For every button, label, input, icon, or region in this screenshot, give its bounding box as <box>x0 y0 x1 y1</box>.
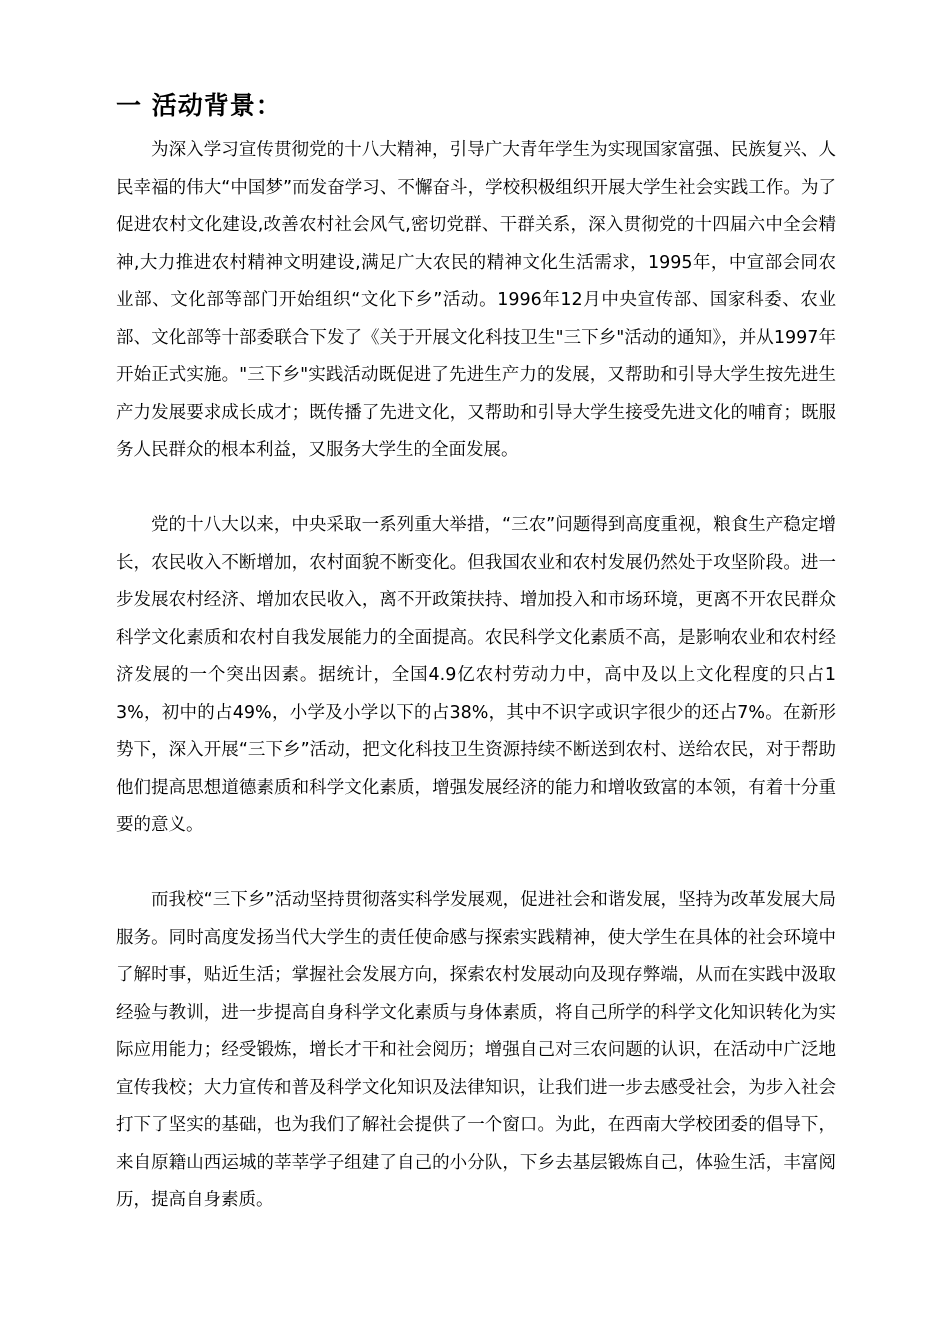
section-heading: 一 活动背景： <box>116 91 282 120</box>
paragraph-background: 为深入学习宣传贯彻党的十八大精神，引导广大青年学生为实现国家富强、民族复兴、人民幸福的伟大“中国梦”而发奋学习、不懈奋斗，学校积极组织开展大学生社会实践工作。为了促进农村文化建设,改善农村社会风气,密切党群、干群关系，深入贯彻党的十四届六中全会精神,大力推进农村精神文明建设,满足广大农民的精神文化生活需求，1995年，中宣部会同农业部、文化部等部门开始组织“文化下乡”活动。1996年12月中央宣传部、国家科委、农业部、文化部等十部委联合下发了《关于开展文化科技卫生"三下乡"活动的通知》，并从1997年开始正式实施。"三下乡"实践活动既促进了先进生产力的发展，又帮助和引导大学生按先进生产力发展要求成长成才；既传播了先进文化，又帮助和引导大学生接受先进文化的哺育；既服务人民群众的根本利益，又服务大学生的全面发展。 <box>116 140 836 460</box>
paragraph-school-activity: 而我校“三下乡”活动坚持贯彻落实科学发展观，促进社会和谐发展，坚持为改革发展大局服务。同时高度发扬当代大学生的责任使命感与探索实践精神，使大学生在具体的社会环境中了解时事，贴近生活；掌握社会发展方向，探索农村发展动向及现存弊端，从而在实践中汲取经验与教训，进一步提高自身科学文化素质与身体素质，将自己所学的科学文化知识转化为实际应用能力；经受锻炼，增长才干和社会阅历；增强自己对三农问题的认识，在活动中广泛地宣传我校；大力宣传和普及科学文化知识及法律知识，让我们进一步去感受社会，为步入社会打下了坚实的基础，也为我们了解社会提供了一个窗口。为此，在西南大学校团委的倡导下，来自原籍山西运城的莘莘学子组建了自己的小分队，下乡去基层锻炼自己，体验生活，丰富阅历，提高自身素质。 <box>116 890 836 1210</box>
body-text <box>116 132 836 1220</box>
paragraph-rural-situation: 党的十八大以来，中央采取一系列重大举措，“三农”问题得到高度重视，粮食生产稳定增长，农民收入不断增加，农村面貌不断变化。但我国农业和农村发展仍然处于攻坚阶段。进一步发展农村经济、增加农民收入，离不开政策扶持、增加投入和市场环境，更离不开农民群众科学文化素质和农村自我发展能力的全面提高。农民科学文化素质不高，是影响农业和农村经济发展的一个突出因素。据统计，全国4.9亿农村劳动力中，高中及以上文化程度的只占13%，初中的占49%，小学及小学以下的占38%，其中不识字或识字很少的还占7%。在新形势下，深入开展“三下乡”活动，把文化科技卫生资源持续不断送到农村、送给农民，对于帮助他们提高思想道德素质和科学文化素质，增强发展经济的能力和增收致富的本领，有着十分重要的意义。 <box>116 515 836 835</box>
